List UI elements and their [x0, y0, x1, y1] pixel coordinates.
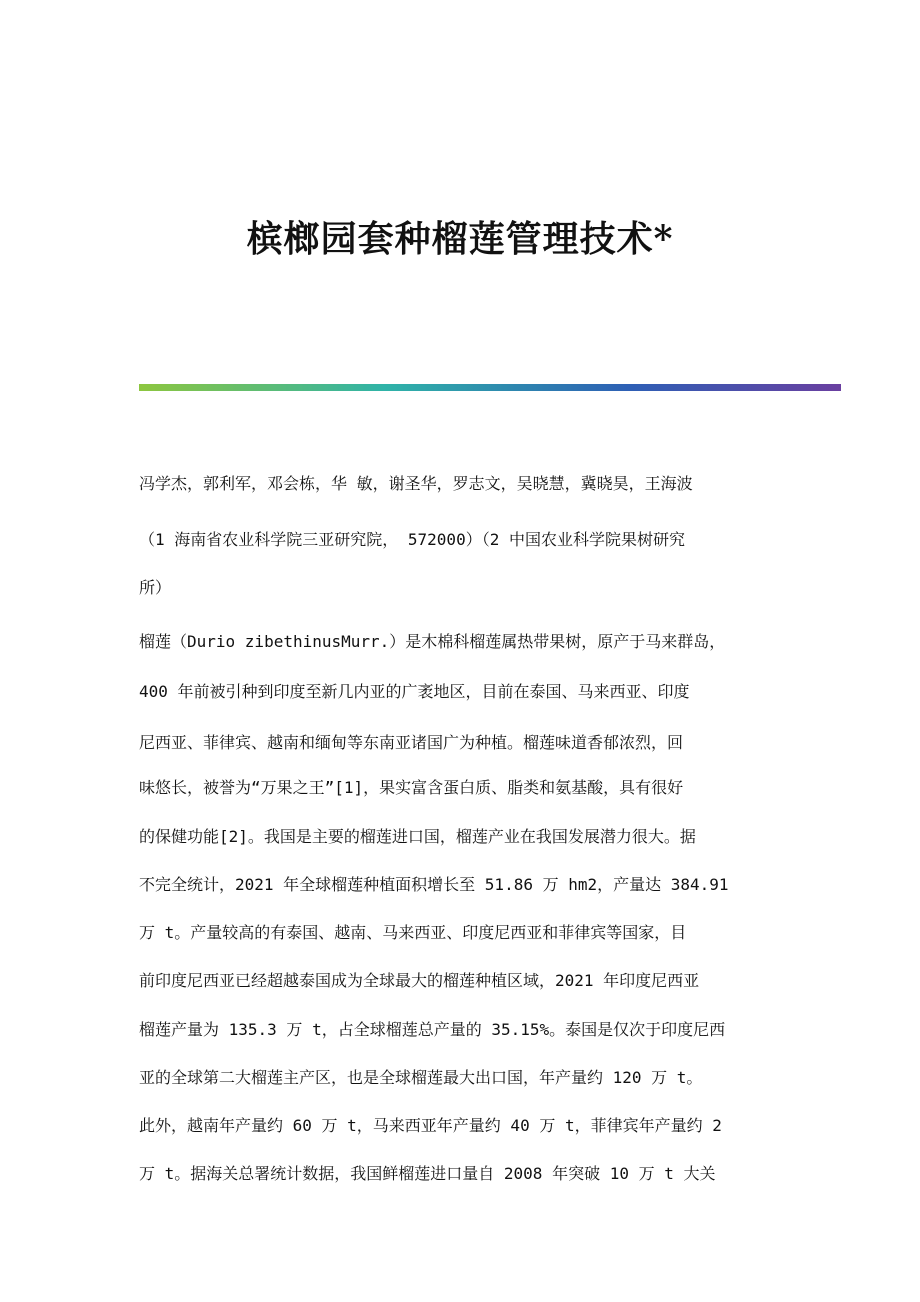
- document-title: 槟榔园套种榴莲管理技术*: [246, 218, 674, 260]
- body-line: 不完全统计，2021 年全球榴莲种植面积增长至 51.86 万 hm2，产量达 384.91: [139, 875, 729, 894]
- body-line: 前印度尼西亚已经超越泰国成为全球最大的榴莲种植区域，2021 年印度尼西亚: [139, 971, 700, 990]
- body-line: 亚的全球第二大榴莲主产区，也是全球榴莲最大出口国，年产量约 120 万 t。: [139, 1068, 703, 1087]
- body-line: 万 t。据海关总署统计数据，我国鲜榴莲进口量自 2008 年突破 10 万 t 大关: [139, 1164, 716, 1183]
- author-list: 冯学杰，郭利军，邓会栋，华 敏，谢圣华，罗志文，吴晓慧，冀晓昊，王海波: [139, 474, 693, 493]
- body-line: 榴莲（Durio zibethinusMurr.）是木棉科榴莲属热带果树，原产于马来群岛，: [139, 632, 726, 651]
- body-line: 的保健功能[2]。我国是主要的榴莲进口国，榴莲产业在我国发展潜力很大。据: [139, 827, 696, 846]
- body-line: 味悠长，被誉为“万果之王”[1]，果实富含蛋白质、脂类和氨基酸，具有很好: [139, 778, 684, 797]
- body-line: 榴莲产量为 135.3 万 t，占全球榴莲总产量的 35.15%。泰国是仅次于印度尼西: [139, 1020, 726, 1039]
- affiliation-line: （1 海南省农业科学院三亚研究院， 572000）（2 中国农业科学院果树研究: [139, 530, 685, 549]
- body-line: 此外，越南年产量约 60 万 t，马来西亚年产量约 40 万 t，菲律宾年产量约 2: [139, 1116, 722, 1135]
- body-line: 尼西亚、菲律宾、越南和缅甸等东南亚诸国广为种植。榴莲味道香郁浓烈，回: [139, 733, 684, 752]
- body-line: 万 t。产量较高的有泰国、越南、马来西亚、印度尼西亚和菲律宾等国家，目: [139, 923, 687, 942]
- title-divider: [139, 384, 841, 391]
- affiliation-line: 所）: [139, 578, 172, 597]
- body-line: 400 年前被引种到印度至新几内亚的广袤地区，目前在泰国、马来西亚、印度: [139, 682, 690, 701]
